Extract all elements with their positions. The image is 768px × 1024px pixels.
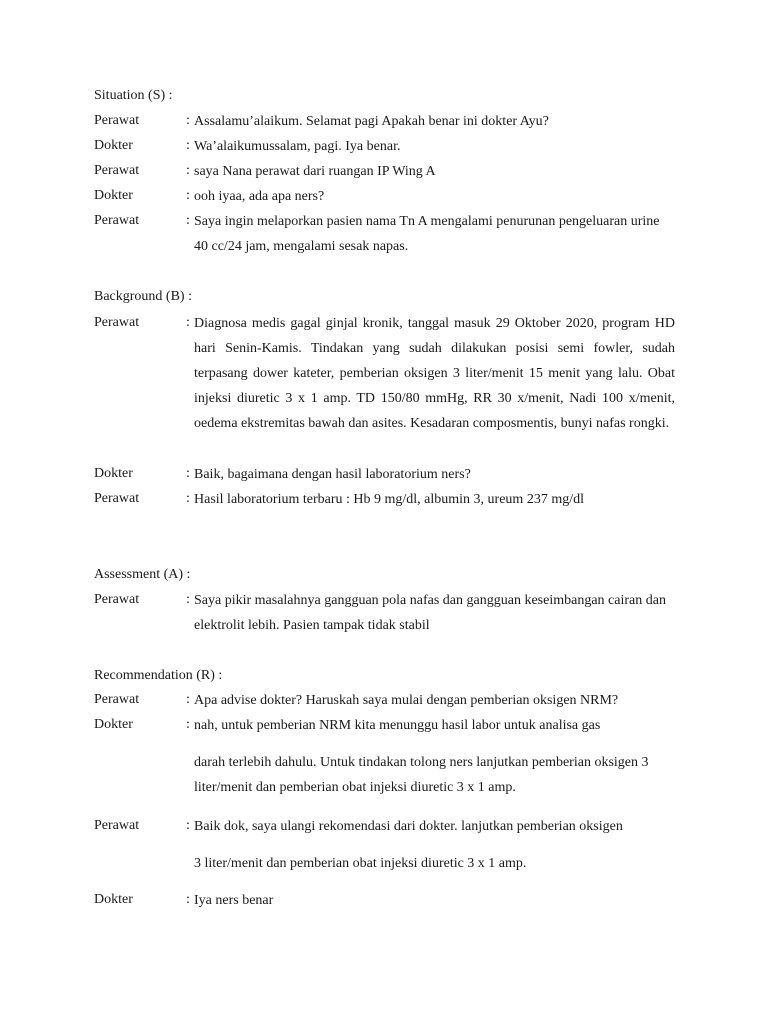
- section-heading-recommendation: Recommendation (R) :: [94, 668, 223, 683]
- colon-separator: :: [186, 138, 190, 153]
- dialogue-text: ooh iyaa, ada apa ners?: [194, 189, 325, 204]
- section-heading-assessment: Assessment (A) :: [94, 567, 191, 582]
- dialogue-text: Iya ners benar: [194, 893, 274, 908]
- speaker-label: Perawat: [94, 163, 140, 178]
- colon-separator: :: [186, 113, 190, 128]
- dialogue-text: Assalamu’alaikum. Selamat pagi Apakah benar ini dokter Ayu?: [194, 114, 549, 129]
- dialogue-text: Wa’alaikumussalam, pagi. Iya benar.: [194, 139, 401, 154]
- dialogue-text: saya Nana perawat dari ruangan IP Wing A: [194, 164, 436, 179]
- dialogue-text: Saya ingin melaporkan pasien nama Tn A mengalami penurunan pengeluaran urine 40 cc/24 jam, mengalami sesak napas.: [194, 214, 660, 254]
- colon-separator: :: [186, 466, 190, 481]
- dialogue-text: Hasil laboratorium terbaru : Hb 9 mg/dl, albumin 3, ureum 237 mg/dl: [194, 492, 584, 507]
- speaker-label: Dokter: [94, 892, 133, 907]
- speaker-label: Perawat: [94, 113, 140, 128]
- colon-separator: :: [186, 188, 190, 203]
- speaker-label: Dokter: [94, 188, 133, 203]
- speaker-label: Perawat: [94, 592, 140, 607]
- dialogue-text: Baik dok, saya ulangi rekomendasi dari dokter. lanjutkan pemberian oksigen: [194, 819, 623, 834]
- speaker-label: Perawat: [94, 692, 140, 707]
- dialogue-text-continuation: 3 liter/menit dan pemberian obat injeksi diuretic 3 x 1 amp.: [194, 856, 527, 871]
- section-heading-background: Background (B) :: [94, 289, 192, 304]
- colon-separator: :: [186, 592, 190, 607]
- dialogue-text-continuation: darah terlebih dahulu. Untuk tindakan tolong ners lanjutkan pemberian oksigen 3 liter/menit dan pemberian obat injeksi diuretic 3 x 1 amp.: [194, 755, 649, 795]
- colon-separator: :: [186, 692, 190, 707]
- colon-separator: :: [186, 892, 190, 907]
- speaker-label: Dokter: [94, 466, 133, 481]
- dialogue-text: Baik, bagaimana dengan hasil laboratorium ners?: [194, 467, 471, 482]
- speaker-label: Perawat: [94, 213, 140, 228]
- dialogue-text: nah, untuk pemberian NRM kita menunggu hasil labor untuk analisa gas: [194, 718, 601, 733]
- colon-separator: :: [186, 818, 190, 833]
- dialogue-text: Apa advise dokter? Haruskah saya mulai dengan pemberian oksigen NRM?: [194, 693, 619, 708]
- dialogue-text: Saya pikir masalahnya gangguan pola nafas dan gangguan keseimbangan cairan dan elektrolit lebih. Pasien tampak tidak stabil: [194, 593, 666, 633]
- colon-separator: :: [186, 491, 190, 506]
- speaker-label: Perawat: [94, 491, 140, 506]
- speaker-label: Perawat: [94, 818, 140, 833]
- section-heading-situation: Situation (S) :: [94, 88, 173, 103]
- colon-separator: :: [186, 213, 190, 228]
- dialogue-text: Diagnosa medis gagal ginjal kronik, tanggal masuk 29 Oktober 2020, program HD hari Senin-Kamis. Tindakan yang sudah dilakukan posisi semi fowler, sudah terpasang dower kateter, pemberian oksigen 3 liter/menit 15 menit yang lalu. Obat injeksi diuretic 3 x 1 amp. TD 150/80 mmHg, RR 30 x/menit, Nadi 100 x/menit, oedema ekstremitas bawah dan asites. Kesadaran composmentis, bunyi nafas rongki.: [194, 316, 675, 431]
- speaker-label: Dokter: [94, 138, 133, 153]
- colon-separator: :: [186, 163, 190, 178]
- speaker-label: Dokter: [94, 717, 133, 732]
- speaker-label: Perawat: [94, 315, 140, 330]
- colon-separator: :: [186, 315, 190, 330]
- colon-separator: :: [186, 717, 190, 732]
